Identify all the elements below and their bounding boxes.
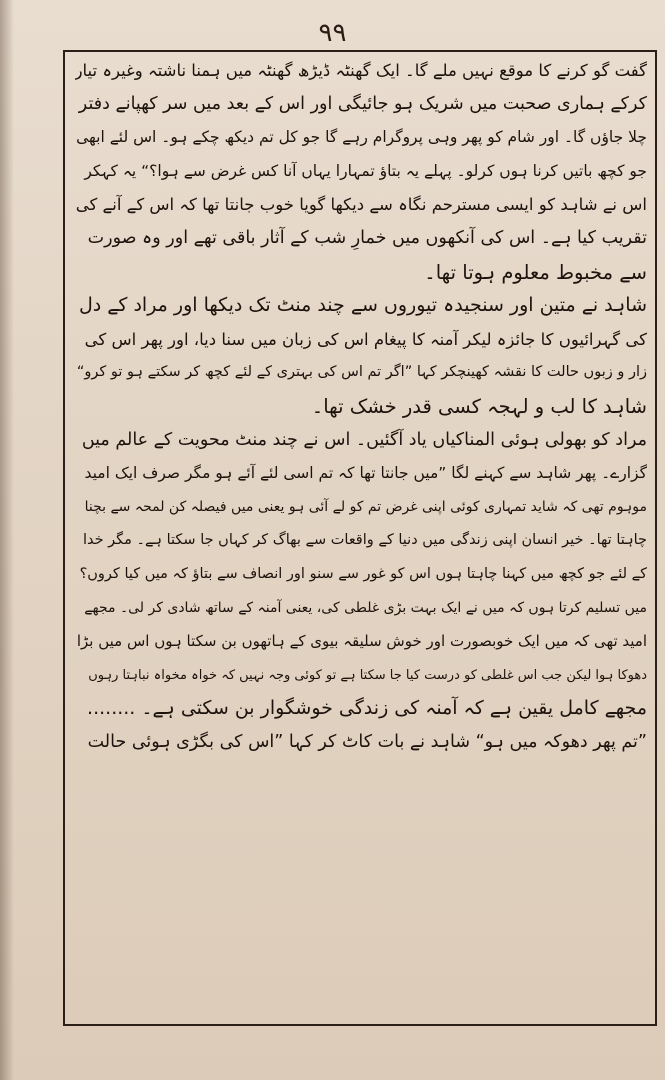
text-line: مراد کو بھولی ہوئی المناکیاں یاد آگئیں۔ اس نے چند منٹ محویت کے عالم میں: [81, 429, 647, 450]
text-line: چلا جاؤں گا۔ اور شام کو پھر وہی پروگرام رہے گا جو کل تم دیکھ چکے ہو۔ اس لئے ابھی: [76, 128, 647, 147]
text-line: تقریب کیا ہے۔ اس کی آنکھوں میں خمارِ شب کے آثار باقی تھے اور وہ صورت: [87, 227, 647, 248]
text-line: میں تسلیم کرتا ہوں کہ میں نے ایک بہت بڑی غلطی کی، یعنی آمنہ کے ساتھ شادی کر لی۔ مجھے: [84, 599, 647, 616]
text-line: موہوم تھی کہ شاید تمہاری کوئی اپنی غرض تم کو لے آئی ہو یعنی میں فیصلہ کن لمحہ سے بچنا: [84, 498, 647, 515]
text-line: زار و زبوں حالت کا نقشہ کھینچکر کہا ”اگر تم اس کی بہتری کے لئے کچھ کر سکتے ہو تو کرو“: [76, 364, 647, 381]
text-line: مجھے کامل یقین ہے کہ آمنہ کی زندگی خوشگوار بن سکتی ہے۔ ........: [87, 697, 647, 720]
text-line: گفت گو کرنے کا موقع نہیں ملے گا۔ ایک گھنٹہ ڈیڑھ گھنٹہ میں ہمنا ناشتہ وغیرہ تیار: [75, 61, 647, 80]
text-line: دھوکا ہوا لیکن جب اس غلطی کو درست کیا جا سکتا ہے تو کوئی وجہ نہیں کہ خواہ مخواہ نباہتا رہوں: [88, 667, 647, 683]
text-line: شاہد کا لب و لہجہ کسی قدر خشک تھا۔: [311, 394, 647, 418]
text-line: امید تھی کہ میں ایک خوبصورت اور خوش سلیقہ بیوی کے ہاتھوں بن سکتا ہوں اس میں بڑا: [76, 632, 647, 651]
text-frame: [63, 50, 657, 1026]
body-text: [75, 54, 647, 759]
text-line: سے مخبوط معلوم ہوتا تھا۔: [424, 260, 647, 284]
text-line: کے لئے جو کچھ میں کہنا چاہتا ہوں اس کو غور سے سنو اور انصاف سے بتاؤ کہ میں کیا کروں؟: [79, 565, 647, 582]
text-line: کرکے ہماری صحبت میں شریک ہو جائیگی اور اس کے بعد میں سر کھپانے دفتر: [78, 93, 647, 114]
text-line: اس نے شاہد کو ایسی مسترحم نگاہ سے دیکھا گویا خوب جانتا تھا کہ اس کے آنے کی: [75, 195, 647, 215]
page-number: ۹۹: [318, 18, 347, 48]
spine-shadow: [0, 0, 14, 1080]
text-line: گزارے۔ پھر شاہد سے کہنے لگا ”میں جانتا تھا کہ تم اسی لئے آئے ہو مگر صرف ایک امید: [84, 464, 647, 483]
text-line: جو کچھ باتیں کرنا ہوں کرلو۔ پہلے یہ بتاؤ تمہارا یہاں آنا کس غرض سے ہوا؟“ یہ کہکر: [84, 161, 647, 180]
text-line: ”تم پھر دھوکہ میں ہو“ شاہد نے بات کاٹ کر کہا ”اس کی بگڑی ہوئی حالت: [87, 731, 647, 752]
text-line: شاہد نے متین اور سنجیدہ تیوروں سے چند منٹ تک دیکھا اور مراد کے دل: [78, 294, 647, 317]
text-line: کی گہرائیوں کا جائزہ لیکر آمنہ کا پیغام اس کی زبان میں سنا دیا، اور پھر اس کی: [84, 329, 647, 349]
text-line: چاہتا تھا۔ خیر انسان اپنی زندگی میں دنیا کے واقعات سے بھاگ کر کہاں جا سکتا ہے۔ مگر خدا: [82, 532, 647, 549]
